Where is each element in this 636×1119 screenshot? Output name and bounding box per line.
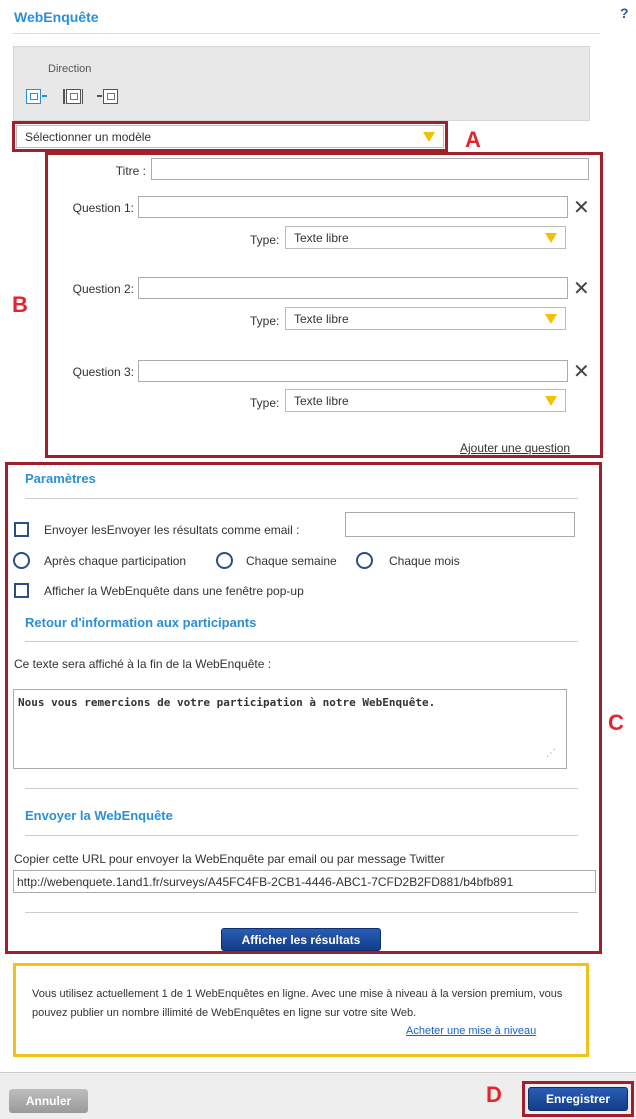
chevron-down-icon	[545, 396, 557, 406]
template-select[interactable]	[16, 125, 444, 148]
popup-label: Afficher la WebEnquête dans une fenêtre pop-up	[44, 584, 304, 598]
close-icon[interactable]: ✕	[573, 361, 590, 383]
template-select-value: Sélectionner un modèle	[25, 129, 152, 144]
title-label: Titre :	[115, 164, 146, 178]
params-divider	[25, 498, 578, 499]
question-3-label: Question 3:	[72, 365, 134, 379]
direction-left-icon[interactable]	[26, 86, 48, 106]
send-heading: Envoyer la WebEnquête	[25, 808, 173, 823]
show-results-button[interactable]: Afficher les résultats	[221, 928, 381, 951]
question-1-input[interactable]	[138, 196, 568, 218]
chevron-down-icon	[545, 233, 557, 243]
params-heading: Paramètres	[25, 471, 96, 486]
radio-monthly-label: Chaque mois	[389, 554, 460, 568]
app-title: WebEnquête	[14, 9, 99, 25]
direction-panel	[13, 46, 590, 121]
feedback-heading: Retour d'information aux participants	[25, 615, 257, 630]
question-2-input[interactable]	[138, 277, 568, 299]
resize-handle-icon[interactable]: ⋰	[546, 748, 556, 759]
annotation-a: A	[465, 127, 481, 152]
upgrade-link[interactable]: Acheter une mise à niveau	[406, 1025, 537, 1037]
close-icon[interactable]: ✕	[573, 197, 590, 219]
send-divider	[25, 835, 578, 836]
send-top-divider	[25, 788, 578, 789]
question-2-type-select[interactable]	[285, 307, 566, 330]
annotation-c: C	[608, 710, 624, 735]
feedback-desc: Ce texte sera affiché à la fin de la WebEnquête :	[14, 657, 272, 671]
question-3-type-value: Texte libre	[294, 393, 349, 408]
annotation-b: B	[12, 292, 28, 317]
radio-weekly-label: Chaque semaine	[246, 554, 337, 568]
info-text: Vous utilisez actuellement 1 de 1 WebEnquêtes en ligne. Avec une mise à niveau à la version premium, vous pouvez publier un nombre illimité de WebEnquêtes en ligne sur votre site Web.	[32, 988, 563, 1019]
header-divider	[12, 33, 600, 34]
radio-monthly[interactable]	[356, 552, 373, 569]
email-input[interactable]	[345, 512, 575, 537]
question-2-type-value: Texte libre	[294, 311, 349, 326]
direction-label: Direction	[48, 63, 92, 75]
question-2-type-label: Type:	[250, 314, 280, 328]
feedback-divider	[25, 641, 578, 642]
radio-each-participation[interactable]	[13, 552, 30, 569]
direction-center-icon[interactable]	[62, 86, 84, 106]
question-2-label: Question 2:	[72, 282, 134, 296]
annotation-d: D	[486, 1082, 502, 1107]
survey-url-input[interactable]	[13, 870, 596, 893]
question-3-type-label: Type:	[250, 396, 280, 410]
direction-right-icon[interactable]	[96, 86, 118, 106]
question-1-type-label: Type:	[250, 233, 280, 247]
radio-weekly[interactable]	[216, 552, 233, 569]
question-1-label: Question 1:	[72, 201, 134, 215]
cancel-button[interactable]: Annuler	[9, 1089, 88, 1113]
chevron-down-icon	[423, 132, 435, 142]
radio-each-participation-label: Après chaque participation	[44, 554, 187, 568]
feedback-message: Nous vous remercions de votre participation à notre WebEnquête.	[18, 696, 436, 709]
send-desc: Copier cette URL pour envoyer la WebEnquête par email ou par message Twitter	[14, 852, 445, 866]
survey-url-value: http://webenquete.1and1.fr/surveys/A45FC4FB-2CB1-4446-ABC1-7CFD2B2FD881/b4bfb891	[17, 875, 514, 889]
title-input[interactable]	[151, 158, 589, 180]
send-bottom-divider	[25, 912, 578, 913]
add-question-link[interactable]: Ajouter une question	[460, 441, 571, 455]
question-1-type-value: Texte libre	[294, 230, 349, 245]
question-1-type-select[interactable]	[285, 226, 566, 249]
save-button[interactable]: Enregistrer	[528, 1087, 628, 1111]
help-icon[interactable]: ?	[620, 5, 629, 21]
email-results-label: Envoyer lesEnvoyer les résultats comme email :	[44, 523, 300, 537]
question-3-input[interactable]	[138, 360, 568, 382]
popup-checkbox[interactable]	[14, 583, 29, 598]
email-results-checkbox[interactable]	[14, 522, 29, 537]
question-3-type-select[interactable]	[285, 389, 566, 412]
close-icon[interactable]: ✕	[573, 278, 590, 300]
chevron-down-icon	[545, 314, 557, 324]
feedback-textarea[interactable]	[13, 689, 567, 769]
